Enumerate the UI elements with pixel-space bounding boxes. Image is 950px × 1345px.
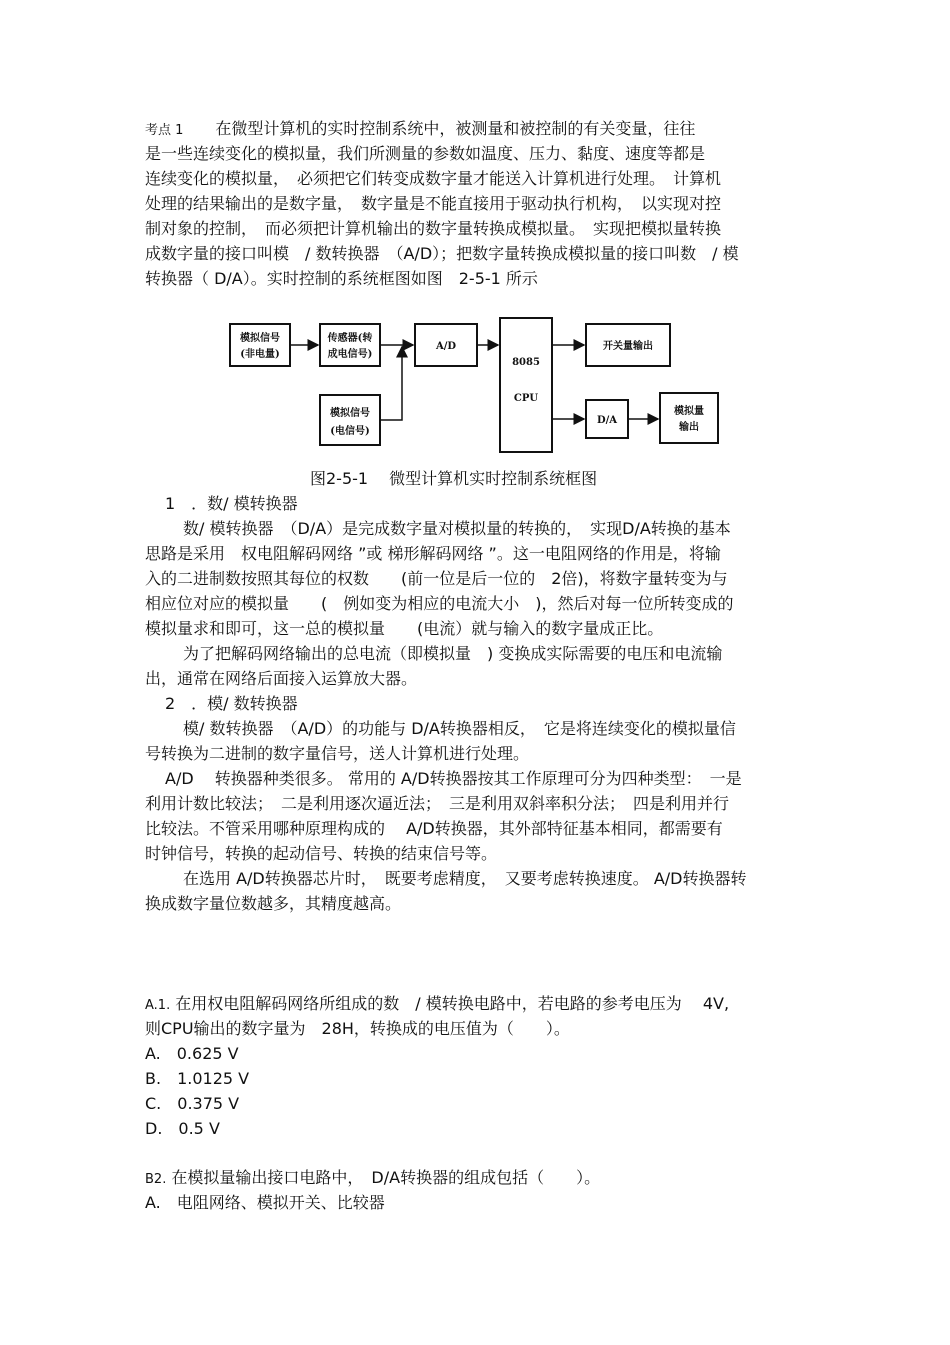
label-cpu-2: CPU [513,393,539,404]
block-diagram [220,308,730,460]
q1-option-a: A. 0.625 V [145,1044,239,1063]
section2-para2-line-3: 比较法。不管采用哪种原理构成的 A/D转换器，其外部特征基本相同，都需要有 [145,819,723,838]
label-da: D/A [596,415,618,426]
label-analog-nonelec-1: 模拟信号 [240,333,280,344]
q1-number: A.1. [145,998,171,1013]
section2-para2-line-2: 利用计数比较法； 二是利用逐次逼近法； 三是利用双斜率积分法； 四是利用并行 [145,794,730,813]
section1-para2-line-2: 出，通常在网络后面接入运算放大器。 [145,669,418,688]
label-ad: A/D [435,341,457,352]
section2-para1-line-1: 模/ 数转换器 （A/D）的功能与 D/A转换器相反， 它是将连续变化的模拟量信 [183,719,736,738]
arrow-analog-electric-to-junction [380,347,402,420]
q2-text: 在模拟量输出接口电路中， D/A转换器的组成包括（ ）。 [171,1168,601,1187]
section1-para2-line-1: 为了把解码网络输出的总电流（即模拟量 ) 变换成实际需要的电压和电流输 [183,644,723,663]
label-switch-output: 开关量输出 [603,341,653,352]
intro-line-5: 制对象的控制， 而必须把计算机输出的数字量转换成模拟量。 实现把模拟量转换 [145,219,722,238]
intro-line-1 [145,117,815,143]
section1-line-5: 模拟量求和即可，这一总的模拟量 (电流）就与输入的数字量成正比。 [145,619,664,638]
intro-text-1: 在微型计算机的实时控制系统中，被测量和被控制的有关变量，往往 [215,119,696,138]
label-analog-output-2: 输出 [679,422,699,433]
section2-heading: 2 ．模/ 数转换器 [165,694,298,713]
figure-caption: 图2-5-1 微型计算机实时控制系统框图 [310,469,598,488]
section2-para1-line-2: 号转换为二进制的数字量信号，送人计算机进行处理。 [145,744,530,763]
section2-para3-line-2: 换成数字量位数越多，其精度越高。 [145,894,402,913]
section1-line-3: 入的二进制数按照其每位的权数 (前一位是后一位的 2倍)，将数字量转变为与 [145,569,728,588]
section1-heading: 1 ．数/ 模转换器 [165,494,298,513]
q1-option-d: D. 0.5 V [145,1119,220,1138]
q2-option-a: A. 电阻网络、模拟开关、比较器 [145,1193,385,1212]
intro-line-7: 转换器（ D/A）。实时控制的系统框图如图 2-5-1 所示 [145,269,538,288]
box-cpu [500,318,552,452]
label-sensor-1: 传感器(转 [327,333,373,344]
intro-line-6: 成数字量的接口叫模 / 数转换器 （A/D）；把数字量转换成模拟量的接口叫数 / 模 [145,244,739,263]
q1-line-2: 则CPU输出的数字量为 28H，转换成的电压值为（ ）。 [145,1019,570,1038]
q1-option-c: C. 0.375 V [145,1094,240,1113]
q1-option-b: B. 1.0125 V [145,1069,250,1088]
label-analog-nonelec-2: (非电量) [240,349,280,360]
section2-para3-line-1: 在选用 A/D转换器芯片时， 既要考虑精度， 又要考虑转换速度。 A/D转换器转 [183,869,747,888]
topic-label: 考点 1 [145,123,184,138]
intro-line-3: 连续变化的模拟量， 必须把它们转变成数字量才能送入计算机进行处理。 计算机 [145,169,722,188]
label-cpu-1: 8085 [512,357,540,368]
q1-line-1 [145,992,815,1018]
box-analog-output [660,393,718,443]
label-analog-output-1: 模拟量 [674,406,704,417]
section1-line-4: 相应位对应的模拟量 ( 例如变为相应的电流大小 )，然后对每一位所转变成的 [145,594,734,613]
section1-line-2: 思路是采用 权电阻解码网络 ”或 梯形解码网络 ”。这一电阻网络的作用是，将输 [145,544,721,563]
box-analog-electric [320,395,380,445]
label-sensor-2: 成电信号) [327,349,373,360]
intro-line-2: 是一些连续变化的模拟量，我们所测量的参数如温度、压力、黏度、速度等都是 [145,144,706,163]
q2-number: B2. [145,1172,167,1187]
label-analog-elec-2: (电信号) [330,426,370,437]
q1-text-1: 在用权电阻解码网络所组成的数 / 模转换电路中，若电路的参考电压为 4V, [175,994,730,1013]
q2-line-1 [145,1166,815,1192]
section1-line-1: 数/ 模转换器 （D/A）是完成数字量对模拟量的转换的， 实现D/A转换的基本 [183,519,731,538]
section2-para2-line-1: A/D 转换器种类很多。 常用的 A/D转换器按其工作原理可分为四种类型： 一是 [165,769,742,788]
label-analog-elec-1: 模拟信号 [330,408,370,419]
intro-line-4: 处理的结果输出的是数字量， 数字量是不能直接用于驱动执行机构， 以实现对控 [145,194,722,213]
section2-para2-line-4: 时钟信号，转换的起动信号、转换的结束信号等。 [145,844,498,863]
